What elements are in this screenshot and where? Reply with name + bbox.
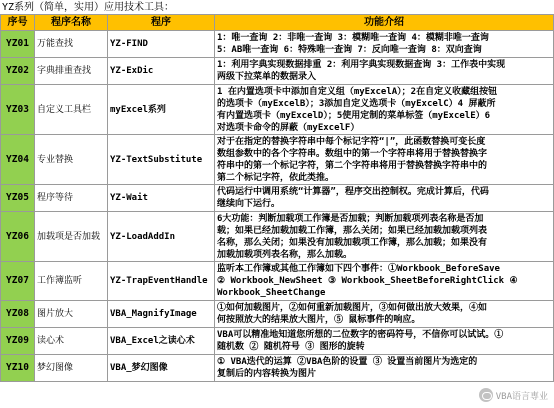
description-line: VBA可以精准地知道您所想的二位数字的密码符号，不信你可以试试。① — [217, 330, 504, 340]
row-name: 字典排重查找 — [35, 58, 108, 85]
row-code: YZ06 — [1, 212, 35, 262]
row-program: VBA_Excel之读心术 — [108, 328, 215, 355]
row-program: myExcel系列 — [108, 85, 215, 135]
row-code: YZ03 — [1, 85, 35, 135]
row-program: YZ-FIND — [108, 31, 215, 58]
description-line: 对于在指定的替换字符串中每个标记字符“|”，此函数替换可变长度 — [217, 136, 486, 147]
row-description — [215, 58, 554, 85]
row-code: YZ04 — [1, 135, 35, 185]
row-name: 自定义工具栏 — [35, 85, 108, 135]
row-program: YZ-ExDic — [108, 58, 215, 85]
row-program: YZ-TextSubstitute — [108, 135, 215, 185]
description-line: 何按照放大的结果放大图片，⑤ 鼠标事件的响应。 — [217, 315, 421, 325]
row-code: YZ08 — [1, 301, 35, 328]
row-program: VBA_梦幻图像 — [108, 355, 215, 382]
row-description — [215, 328, 554, 355]
description-line: 数组参数中的各个字符串。数组中的第一个字符串将用于替换替换字 — [217, 148, 488, 159]
header-code: 序号 — [1, 15, 35, 31]
page-title: YZ系列（简单，实用）应用技术工具： — [2, 2, 175, 13]
row-name: 加载项是否加载 — [35, 212, 108, 262]
table-header-row — [1, 15, 554, 31]
description-line: 复制后的内容转换为图片 — [217, 369, 317, 379]
row-description — [215, 135, 554, 185]
description-line: ①如何加载图片，②如何重新加载图片，③如何做出放大效果，④如 — [217, 303, 488, 313]
row-name: 万能查找 — [35, 31, 108, 58]
row-code: YZ02 — [1, 58, 35, 85]
description-line: 1 在内置选项卡中添加自定义组（myExcelA）；2在自定义收藏组按钮 — [217, 86, 498, 97]
header-description: 功能介绍 — [215, 15, 554, 31]
description-line: 1：唯一查询 2：非唯一查询 3：模糊唯一查询 4：模糊非唯一查询 — [217, 33, 489, 43]
header-name: 程序名称 — [35, 15, 108, 31]
tools-table — [0, 14, 554, 382]
table-row — [1, 85, 554, 135]
row-code: YZ10 — [1, 355, 35, 382]
row-description — [215, 31, 554, 58]
row-description — [215, 185, 554, 212]
header-program: 程序 — [108, 15, 215, 31]
description-line: 符串中的第一个标记字符，第二个字符串将用于替换替换字符串中的 — [217, 160, 488, 171]
description-line: 6大功能：判断加载项工作簿是否加载；判断加载项列表名称是否加 — [217, 213, 484, 224]
row-program: YZ-TrapEventHandle — [108, 262, 215, 301]
row-name: 专业替换 — [35, 135, 108, 185]
row-name: 读心术 — [35, 328, 108, 355]
description-line: ② Workbook_NewSheet ③ Workbook_SheetBeforeRightClick ④ — [217, 276, 518, 286]
table-row — [1, 185, 554, 212]
row-name: 图片放大 — [35, 301, 108, 328]
table-row — [1, 135, 554, 185]
table-row — [1, 355, 554, 382]
description-line: 1：利用字典实现数据排重 2：利用字典实现数据查询 3：工作表中实现 — [217, 60, 506, 70]
row-program: YZ-Wait — [108, 185, 215, 212]
description-line: 名称，那么关闭；如果没有加载加载项工作簿，那么加载；如果没有 — [217, 237, 488, 248]
row-description — [215, 262, 554, 301]
description-line: 的选项卡（myExcelB）；3添加自定义选项卡（myExcelC）4 屏蔽所 — [217, 98, 496, 109]
description-line: 继续向下运行。 — [217, 199, 281, 209]
row-program: YZ-LoadAddIn — [108, 212, 215, 262]
row-description — [215, 301, 554, 328]
description-line: 随机数 ② 随机符号 ③ 图形的旋转 — [217, 342, 365, 352]
watermark-text: VBA语言専业 — [495, 391, 548, 402]
description-line: ① VBA迭代的运算 ②VBA色阶的设置 ③ 设置当前图片为选定的 — [217, 357, 478, 367]
description-line: 两级下拉菜单的数据录入 — [217, 72, 317, 82]
table-row — [1, 301, 554, 328]
wechat-icon — [479, 388, 493, 402]
row-code: YZ01 — [1, 31, 35, 58]
description-line: 载；如果已经加载加载工作簿，那么关闭；如果已经加载加载项列表 — [217, 225, 488, 236]
description-line: 对选项卡命令的屏蔽（myExcelF） — [217, 122, 360, 133]
row-name: 程序等待 — [35, 185, 108, 212]
table-row — [1, 31, 554, 58]
row-program: VBA_MagnifyImage — [108, 301, 215, 328]
table-row — [1, 262, 554, 301]
table-row — [1, 328, 554, 355]
row-description — [215, 212, 554, 262]
description-line: 加载加载项列表名称，那么加载。 — [217, 249, 353, 260]
row-name: 梦幻图像 — [35, 355, 108, 382]
table-row — [1, 58, 554, 85]
description-line: 5：AB唯一查询 6：特殊唯一查询 7：反向唯一查询 8：双向查询 — [217, 45, 482, 55]
row-code: YZ09 — [1, 328, 35, 355]
row-name: 工作簿监听 — [35, 262, 108, 301]
row-code: YZ05 — [1, 185, 35, 212]
table-row — [1, 212, 554, 262]
description-line: 监听本工作簿或其他工作簿如下四个事件：①Workbook_BeforeSave — [217, 264, 500, 274]
description-line: 第二个标记字符，依此类推。 — [217, 172, 335, 183]
description-line: Workbook_SheetChange — [217, 288, 326, 298]
description-line: 代码运行中调用系统“计算器”，程序交出控制权。完成计算后，代码 — [217, 187, 489, 197]
watermark — [479, 388, 548, 402]
row-description — [215, 355, 554, 382]
row-description — [215, 85, 554, 135]
row-code: YZ07 — [1, 262, 35, 301]
description-line: 有内置选项卡（myExcelD）；5使用定制的菜单标签（myExcelE）6 — [217, 110, 491, 121]
